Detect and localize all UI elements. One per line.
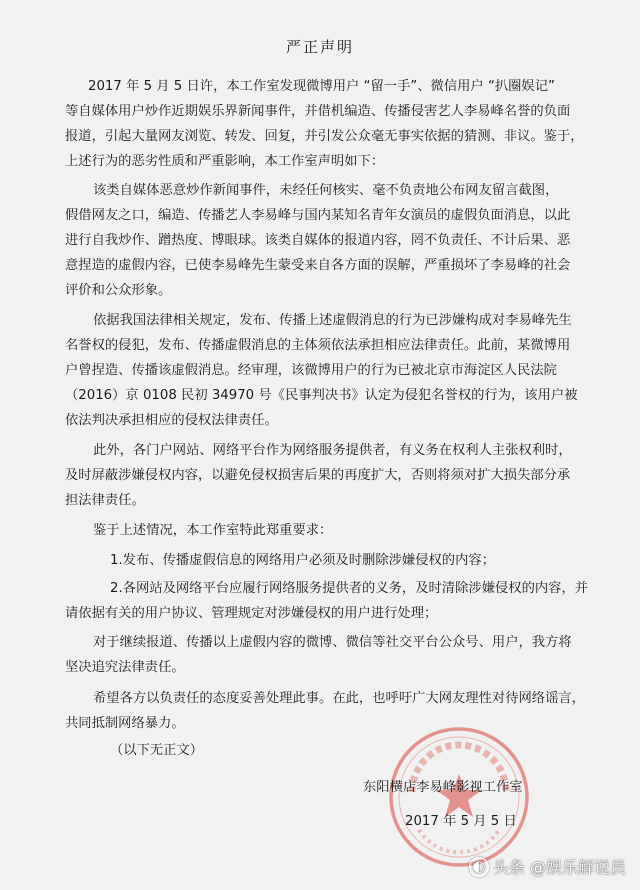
body-line: 希望各方以负责任的态度妥善处理此事。在此，也呼吁广大网友理性对待网络谣言，: [93, 691, 585, 706]
body-line: 1.发布、传播虚假信息的网络用户必须及时删除涉嫌侵权的内容；: [110, 553, 495, 568]
body-line: 该类自媒体恶意炒作新闻事件，未经任何核实、毫不负责地公布网友留言截图，: [93, 183, 559, 198]
body-line: 2017 年 5 月 5 日许，本工作室发现微博用户 “留一手”、微信用户 “扒圈娱记”: [88, 79, 555, 94]
body-line: 假借网友之口，编造、传播艺人李易峰与国内某知名青年女演员的虚假负面消息，以此: [65, 208, 571, 223]
signature-studio: 东阳横店李易峰影视工作室: [363, 780, 523, 795]
body-line: 等自媒体用户炒作近期娱乐界新闻事件，并借机编造、传播侵害艺人李易峰名誉的负面: [65, 104, 571, 119]
body-line: 此外，各门户网站、网络平台作为网络服务提供者，有义务在权利人主张权利时，: [93, 443, 572, 458]
body-line: 2.各网站及网络平台应履行网络服务提供者的义务，及时清除涉嫌侵权的内容，并: [110, 581, 589, 596]
watermark-text: 头条 @娱乐解说员: [492, 858, 626, 877]
body-line: 户曾捏造、传播该虚假消息。经审理，该微博用户的行为已被北京市海淀区人民法院: [65, 363, 557, 378]
official-seal-icon: [384, 722, 534, 872]
body-line: 意捏造的虚假内容，已使李易峰先生蒙受来自各方面的误解，严重损坏了李易峰的社会: [65, 258, 571, 273]
body-line: 坚决追究法律责任。: [65, 660, 185, 675]
body-line: （2016）京 0108 民初 34970 号《民事判决书》认定为侵犯名誉权的行为，该用户被: [65, 388, 578, 403]
body-line: 共同抵制网络暴力。: [65, 716, 185, 731]
document-title: 严正声明: [285, 38, 354, 56]
body-line: （以下无正文）: [110, 743, 204, 758]
body-line: 报道，引起大量网友浏览、转发、回复，并引发公众毫无事实依据的猜测、非议。鉴于，: [65, 129, 584, 144]
body-line: 名誉权的侵犯，发布、传播虚假消息的主体须依法承担相应法律责任。此前，某微博用: [65, 338, 571, 353]
watermark: [469, 855, 626, 878]
body-line: 对于继续报道、传播以上虚假内容的微博、微信等社交平台公众号、用户，我方将: [93, 635, 572, 650]
toutiao-logo-icon: ◐: [469, 857, 489, 877]
body-line: 请依据有关的用户协议、管理规定对涉嫌侵权的用户进行处理；: [65, 606, 438, 621]
body-line: 上述行为的恶劣性质和严重影响，本工作室声明如下：: [65, 154, 385, 169]
signature-date: 2017 年 5 月 5 日: [405, 814, 517, 829]
body-line: 依法判决承担相应的侵权法律责任。: [65, 413, 278, 428]
body-line: 及时屏蔽涉嫌侵权内容，以避免侵权损害后果的再度扩大，否则将须对扩大损失部分承: [65, 468, 571, 483]
body-line: 评价和公众形象。: [65, 283, 172, 298]
body-line: 鉴于上述情况，本工作室特此郑重要求：: [93, 523, 333, 538]
body-line: 担法律责任。: [65, 493, 145, 508]
body-line: 进行自我炒作、蹭热度、博眼球。该类自媒体的报道内容，罔不负责任、不计后果、恶: [65, 233, 571, 248]
body-line: 依据我国法律相关规定，发布、传播上述虚假消息的行为已涉嫌构成对李易峰先生: [93, 313, 572, 328]
